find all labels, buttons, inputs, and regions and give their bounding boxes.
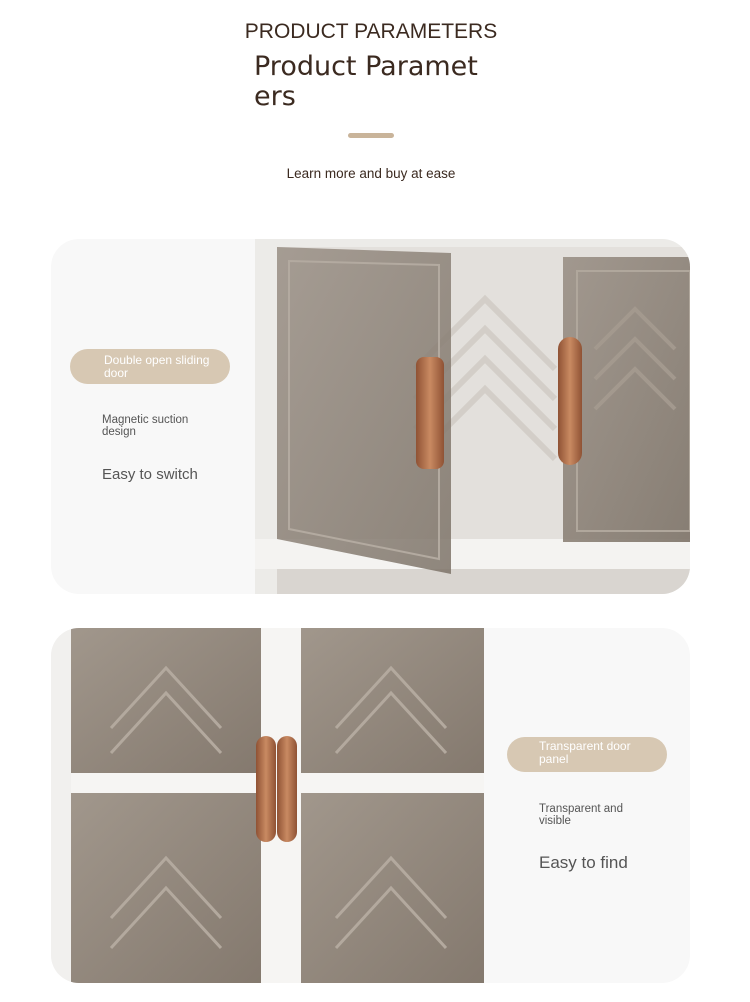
cabinet-photo-open-door [255, 239, 690, 594]
header [0, 0, 750, 230]
door-handle-right [277, 736, 297, 842]
title-divider [348, 133, 394, 138]
feature-pill-sliding-door: Double open sliding door [70, 349, 230, 384]
feature-pill-transparent-panel: Transparent door panel [507, 737, 667, 772]
door-handle-left [256, 736, 276, 842]
feature-text-find: Easy to find [539, 853, 628, 872]
door-handle-left [416, 357, 444, 469]
cabinet-photo-closed-doors [51, 628, 484, 983]
page-subtitle: Learn more and buy at ease [286, 166, 456, 181]
feature-text-switch: Easy to switch [102, 466, 198, 483]
feature-card-transparent-panel [51, 628, 690, 983]
feature-card-sliding-door [51, 239, 690, 594]
door-handle-right [558, 337, 582, 465]
feature-text-magnetic: Magnetic suction design [102, 414, 189, 438]
section-kicker: PRODUCT PARAMETERS [244, 20, 498, 43]
feature-text-visible: Transparent and visible [539, 803, 623, 827]
page-title: Product Parameters [254, 51, 478, 112]
